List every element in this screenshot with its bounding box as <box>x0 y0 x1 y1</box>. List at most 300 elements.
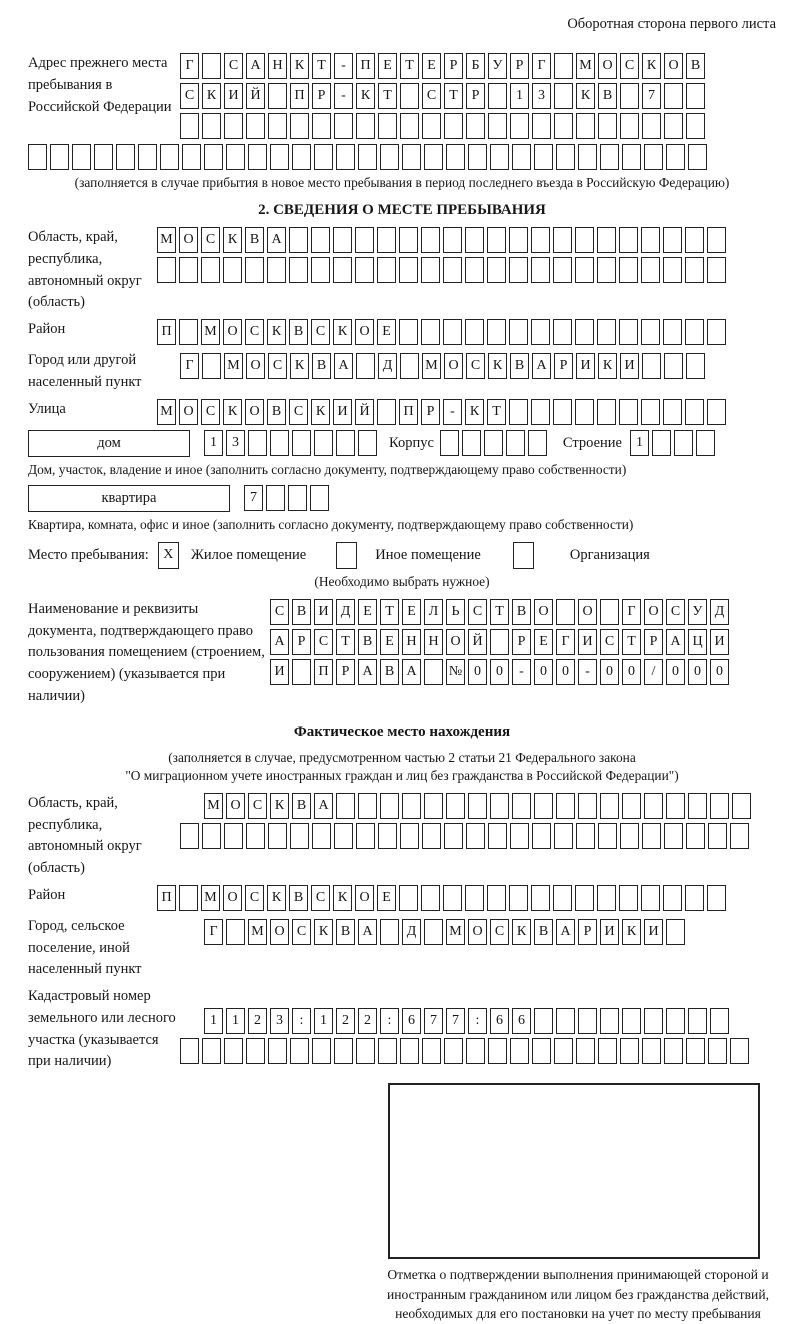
form-cell[interactable]: 0 <box>534 659 553 685</box>
form-cell[interactable] <box>399 227 418 253</box>
form-cell[interactable] <box>466 113 485 139</box>
form-cell[interactable] <box>597 319 616 345</box>
form-cell[interactable] <box>663 319 682 345</box>
form-cell[interactable]: М <box>201 319 220 345</box>
form-cell[interactable] <box>619 257 638 283</box>
form-cell[interactable]: - <box>334 53 353 79</box>
form-cell[interactable]: Р <box>512 629 531 655</box>
form-cell[interactable]: М <box>576 53 595 79</box>
form-cell[interactable] <box>620 113 639 139</box>
form-cell[interactable] <box>556 599 575 625</box>
form-cell[interactable]: О <box>644 599 663 625</box>
form-cell[interactable] <box>509 399 528 425</box>
form-cell[interactable]: К <box>333 885 352 911</box>
form-cell[interactable]: С <box>180 83 199 109</box>
form-cell[interactable] <box>554 113 573 139</box>
form-cell[interactable] <box>686 1038 705 1064</box>
form-cell[interactable] <box>641 227 660 253</box>
form-cell[interactable]: А <box>358 919 377 945</box>
form-cell[interactable] <box>182 144 201 170</box>
form-cell[interactable] <box>531 227 550 253</box>
form-cell[interactable] <box>465 257 484 283</box>
form-cell[interactable] <box>641 257 660 283</box>
form-cell[interactable] <box>421 257 440 283</box>
form-cell[interactable]: 1 <box>204 1008 223 1034</box>
form-cell[interactable]: Р <box>510 53 529 79</box>
form-cell[interactable] <box>356 1038 375 1064</box>
form-cell[interactable] <box>204 144 223 170</box>
form-cell[interactable]: Е <box>402 599 421 625</box>
form-cell[interactable] <box>512 793 531 819</box>
form-cell[interactable] <box>644 793 663 819</box>
form-cell[interactable]: А <box>314 793 333 819</box>
form-cell[interactable] <box>730 823 749 849</box>
form-cell[interactable] <box>597 399 616 425</box>
form-cell[interactable] <box>622 1008 641 1034</box>
form-cell[interactable] <box>553 227 572 253</box>
form-cell[interactable]: С <box>224 53 243 79</box>
form-cell[interactable]: И <box>578 629 597 655</box>
form-cell[interactable]: О <box>179 227 198 253</box>
form-cell[interactable]: В <box>534 919 553 945</box>
form-cell[interactable] <box>377 257 396 283</box>
form-cell[interactable]: С <box>490 919 509 945</box>
form-cell[interactable] <box>512 144 531 170</box>
form-cell[interactable] <box>248 144 267 170</box>
form-cell[interactable]: Р <box>554 353 573 379</box>
form-cell[interactable] <box>462 430 481 456</box>
form-cell[interactable]: О <box>578 599 597 625</box>
form-cell[interactable] <box>688 144 707 170</box>
form-cell[interactable]: В <box>312 353 331 379</box>
form-cell[interactable] <box>292 144 311 170</box>
form-cell[interactable] <box>664 113 683 139</box>
form-cell[interactable] <box>575 227 594 253</box>
form-cell[interactable] <box>622 144 641 170</box>
form-cell[interactable]: К <box>333 319 352 345</box>
form-cell[interactable] <box>333 257 352 283</box>
form-cell[interactable] <box>575 319 594 345</box>
form-cell[interactable]: - <box>443 399 462 425</box>
form-cell[interactable] <box>663 399 682 425</box>
form-cell[interactable] <box>312 823 331 849</box>
form-cell[interactable]: А <box>267 227 286 253</box>
form-cell[interactable] <box>707 257 726 283</box>
form-cell[interactable]: К <box>223 399 242 425</box>
form-cell[interactable]: С <box>600 629 619 655</box>
form-cell[interactable]: 1 <box>314 1008 333 1034</box>
form-cell[interactable] <box>270 430 289 456</box>
form-cell[interactable] <box>688 793 707 819</box>
form-cell[interactable] <box>424 144 443 170</box>
form-cell[interactable]: С <box>620 53 639 79</box>
form-cell[interactable]: Т <box>622 629 641 655</box>
form-cell[interactable] <box>663 885 682 911</box>
form-cell[interactable] <box>576 823 595 849</box>
form-cell[interactable] <box>334 113 353 139</box>
form-cell[interactable] <box>575 399 594 425</box>
form-cell[interactable] <box>674 430 693 456</box>
form-cell[interactable]: 3 <box>226 430 245 456</box>
form-cell[interactable] <box>487 227 506 253</box>
form-cell[interactable]: Т <box>487 399 506 425</box>
form-cell[interactable] <box>710 793 729 819</box>
form-cell[interactable]: О <box>598 53 617 79</box>
form-cell[interactable]: Е <box>422 53 441 79</box>
form-cell[interactable]: К <box>202 83 221 109</box>
form-cell[interactable] <box>619 399 638 425</box>
form-cell[interactable]: С <box>292 919 311 945</box>
form-cell[interactable]: К <box>290 353 309 379</box>
form-cell[interactable]: А <box>334 353 353 379</box>
form-cell[interactable]: Г <box>556 629 575 655</box>
form-cell[interactable] <box>378 113 397 139</box>
form-cell[interactable] <box>685 227 704 253</box>
form-cell[interactable]: В <box>292 793 311 819</box>
form-cell[interactable] <box>641 885 660 911</box>
form-cell[interactable]: С <box>466 353 485 379</box>
form-cell[interactable] <box>597 257 616 283</box>
form-cell[interactable] <box>664 1038 683 1064</box>
stay-type-checkbox-organization[interactable] <box>513 542 534 569</box>
form-cell[interactable] <box>422 823 441 849</box>
form-cell[interactable]: В <box>512 599 531 625</box>
form-cell[interactable] <box>443 227 462 253</box>
form-cell[interactable] <box>180 113 199 139</box>
form-cell[interactable] <box>138 144 157 170</box>
form-cell[interactable] <box>160 144 179 170</box>
form-cell[interactable] <box>421 319 440 345</box>
form-cell[interactable]: А <box>666 629 685 655</box>
form-cell[interactable]: А <box>358 659 377 685</box>
form-cell[interactable] <box>202 353 221 379</box>
form-cell[interactable] <box>688 1008 707 1034</box>
form-cell[interactable] <box>600 599 619 625</box>
form-cell[interactable] <box>201 257 220 283</box>
form-cell[interactable] <box>708 1038 727 1064</box>
form-cell[interactable] <box>443 885 462 911</box>
form-cell[interactable] <box>531 257 550 283</box>
form-cell[interactable] <box>488 823 507 849</box>
form-cell[interactable] <box>664 83 683 109</box>
form-cell[interactable] <box>399 257 418 283</box>
form-cell[interactable]: И <box>710 629 729 655</box>
form-cell[interactable] <box>268 823 287 849</box>
form-cell[interactable] <box>443 257 462 283</box>
form-cell[interactable] <box>619 885 638 911</box>
form-cell[interactable] <box>707 399 726 425</box>
form-cell[interactable] <box>314 144 333 170</box>
form-cell[interactable]: К <box>356 83 375 109</box>
form-cell[interactable] <box>358 430 377 456</box>
form-cell[interactable] <box>157 257 176 283</box>
form-cell[interactable] <box>310 485 329 511</box>
form-cell[interactable] <box>202 53 221 79</box>
form-cell[interactable]: С <box>245 319 264 345</box>
form-cell[interactable]: Г <box>532 53 551 79</box>
form-cell[interactable]: 1 <box>226 1008 245 1034</box>
form-cell[interactable] <box>377 227 396 253</box>
form-cell[interactable] <box>355 257 374 283</box>
form-cell[interactable] <box>246 823 265 849</box>
form-cell[interactable]: А <box>402 659 421 685</box>
form-cell[interactable]: 0 <box>622 659 641 685</box>
form-cell[interactable] <box>336 144 355 170</box>
form-cell[interactable] <box>444 1038 463 1064</box>
form-cell[interactable] <box>290 1038 309 1064</box>
form-cell[interactable]: К <box>314 919 333 945</box>
form-cell[interactable] <box>730 1038 749 1064</box>
form-cell[interactable] <box>600 793 619 819</box>
form-cell[interactable] <box>380 793 399 819</box>
form-cell[interactable]: П <box>290 83 309 109</box>
form-cell[interactable] <box>685 399 704 425</box>
form-cell[interactable] <box>528 430 547 456</box>
form-cell[interactable] <box>509 227 528 253</box>
house-box[interactable]: дом <box>28 430 190 457</box>
form-cell[interactable]: Д <box>402 919 421 945</box>
form-cell[interactable]: Г <box>180 353 199 379</box>
form-cell[interactable]: И <box>644 919 663 945</box>
form-cell[interactable] <box>224 1038 243 1064</box>
form-cell[interactable]: 6 <box>402 1008 421 1034</box>
form-cell[interactable] <box>356 823 375 849</box>
form-cell[interactable]: 3 <box>532 83 551 109</box>
form-cell[interactable]: Н <box>402 629 421 655</box>
form-cell[interactable] <box>490 793 509 819</box>
form-cell[interactable]: К <box>267 319 286 345</box>
form-cell[interactable] <box>532 1038 551 1064</box>
form-cell[interactable] <box>509 319 528 345</box>
form-cell[interactable] <box>380 144 399 170</box>
form-cell[interactable] <box>336 793 355 819</box>
form-cell[interactable]: Й <box>246 83 265 109</box>
form-cell[interactable] <box>553 399 572 425</box>
form-cell[interactable]: Г <box>180 53 199 79</box>
form-cell[interactable] <box>642 353 661 379</box>
form-cell[interactable] <box>465 885 484 911</box>
form-cell[interactable]: В <box>245 227 264 253</box>
form-cell[interactable]: П <box>399 399 418 425</box>
form-cell[interactable]: А <box>246 53 265 79</box>
form-cell[interactable]: М <box>204 793 223 819</box>
form-cell[interactable] <box>179 319 198 345</box>
form-cell[interactable]: В <box>598 83 617 109</box>
form-cell[interactable]: К <box>267 885 286 911</box>
form-cell[interactable]: Е <box>358 599 377 625</box>
form-cell[interactable] <box>226 144 245 170</box>
form-cell[interactable] <box>553 257 572 283</box>
form-cell[interactable]: В <box>292 599 311 625</box>
form-cell[interactable]: № <box>446 659 465 685</box>
form-cell[interactable] <box>509 257 528 283</box>
form-cell[interactable]: С <box>248 793 267 819</box>
form-cell[interactable] <box>484 430 503 456</box>
form-cell[interactable]: М <box>248 919 267 945</box>
form-cell[interactable]: Т <box>312 53 331 79</box>
form-cell[interactable] <box>488 1038 507 1064</box>
form-cell[interactable] <box>531 319 550 345</box>
form-cell[interactable]: С <box>289 399 308 425</box>
form-cell[interactable] <box>534 793 553 819</box>
form-cell[interactable]: И <box>224 83 243 109</box>
form-cell[interactable]: 7 <box>642 83 661 109</box>
form-cell[interactable]: Т <box>444 83 463 109</box>
form-cell[interactable] <box>644 144 663 170</box>
form-cell[interactable] <box>641 319 660 345</box>
form-cell[interactable]: 7 <box>244 485 263 511</box>
form-cell[interactable] <box>466 1038 485 1064</box>
form-cell[interactable] <box>377 399 396 425</box>
form-cell[interactable] <box>226 919 245 945</box>
form-cell[interactable]: П <box>356 53 375 79</box>
form-cell[interactable] <box>708 823 727 849</box>
form-cell[interactable] <box>180 823 199 849</box>
confirmation-stamp-box[interactable] <box>388 1083 760 1259</box>
form-cell[interactable]: В <box>358 629 377 655</box>
form-cell[interactable]: Д <box>378 353 397 379</box>
form-cell[interactable]: Д <box>336 599 355 625</box>
form-cell[interactable] <box>553 319 572 345</box>
form-cell[interactable]: : <box>380 1008 399 1034</box>
apartment-box[interactable]: квартира <box>28 485 230 512</box>
form-cell[interactable] <box>246 1038 265 1064</box>
form-cell[interactable] <box>666 793 685 819</box>
form-cell[interactable] <box>666 919 685 945</box>
form-cell[interactable] <box>356 353 375 379</box>
form-cell[interactable]: О <box>355 885 374 911</box>
form-cell[interactable]: У <box>488 53 507 79</box>
form-cell[interactable]: В <box>267 399 286 425</box>
form-cell[interactable] <box>597 885 616 911</box>
form-cell[interactable] <box>245 257 264 283</box>
form-cell[interactable] <box>290 113 309 139</box>
form-cell[interactable] <box>400 113 419 139</box>
form-cell[interactable]: М <box>224 353 243 379</box>
form-cell[interactable]: С <box>311 319 330 345</box>
form-cell[interactable]: В <box>686 53 705 79</box>
form-cell[interactable]: О <box>355 319 374 345</box>
form-cell[interactable]: 0 <box>666 659 685 685</box>
form-cell[interactable] <box>440 430 459 456</box>
form-cell[interactable] <box>663 227 682 253</box>
form-cell[interactable]: О <box>270 919 289 945</box>
form-cell[interactable]: 2 <box>248 1008 267 1034</box>
form-cell[interactable] <box>732 793 751 819</box>
form-cell[interactable] <box>598 113 617 139</box>
form-cell[interactable] <box>622 793 641 819</box>
form-cell[interactable] <box>556 1008 575 1034</box>
form-cell[interactable] <box>685 885 704 911</box>
form-cell[interactable] <box>421 885 440 911</box>
form-cell[interactable] <box>424 793 443 819</box>
form-cell[interactable] <box>356 113 375 139</box>
form-cell[interactable] <box>619 227 638 253</box>
form-cell[interactable]: М <box>157 399 176 425</box>
form-cell[interactable] <box>202 823 221 849</box>
form-cell[interactable] <box>506 430 525 456</box>
form-cell[interactable]: В <box>380 659 399 685</box>
form-cell[interactable] <box>600 144 619 170</box>
form-cell[interactable] <box>446 144 465 170</box>
form-cell[interactable]: Р <box>421 399 440 425</box>
form-cell[interactable] <box>554 823 573 849</box>
form-cell[interactable]: Т <box>336 629 355 655</box>
form-cell[interactable] <box>666 144 685 170</box>
form-cell[interactable] <box>532 823 551 849</box>
form-cell[interactable] <box>399 319 418 345</box>
form-cell[interactable] <box>510 113 529 139</box>
form-cell[interactable]: С <box>245 885 264 911</box>
form-cell[interactable] <box>620 823 639 849</box>
form-cell[interactable]: И <box>620 353 639 379</box>
form-cell[interactable]: С <box>666 599 685 625</box>
form-cell[interactable]: И <box>576 353 595 379</box>
form-cell[interactable]: 7 <box>446 1008 465 1034</box>
form-cell[interactable]: С <box>201 399 220 425</box>
stay-type-checkbox-residential[interactable]: X <box>158 542 179 569</box>
form-cell[interactable] <box>422 1038 441 1064</box>
stay-type-checkbox-other-premises[interactable] <box>336 542 357 569</box>
form-cell[interactable] <box>696 430 715 456</box>
form-cell[interactable] <box>620 1038 639 1064</box>
form-cell[interactable] <box>28 144 47 170</box>
form-cell[interactable] <box>421 227 440 253</box>
form-cell[interactable]: Т <box>380 599 399 625</box>
form-cell[interactable]: 2 <box>336 1008 355 1034</box>
form-cell[interactable] <box>575 257 594 283</box>
form-cell[interactable] <box>598 1038 617 1064</box>
form-cell[interactable] <box>487 885 506 911</box>
form-cell[interactable] <box>576 1038 595 1064</box>
form-cell[interactable] <box>510 823 529 849</box>
form-cell[interactable]: М <box>201 885 220 911</box>
form-cell[interactable]: Й <box>468 629 487 655</box>
form-cell[interactable]: И <box>333 399 352 425</box>
form-cell[interactable] <box>336 430 355 456</box>
form-cell[interactable]: 3 <box>270 1008 289 1034</box>
form-cell[interactable] <box>534 144 553 170</box>
form-cell[interactable] <box>534 1008 553 1034</box>
form-cell[interactable] <box>94 144 113 170</box>
form-cell[interactable]: О <box>246 353 265 379</box>
form-cell[interactable]: 1 <box>510 83 529 109</box>
form-cell[interactable] <box>619 319 638 345</box>
form-cell[interactable] <box>578 793 597 819</box>
form-cell[interactable]: Г <box>204 919 223 945</box>
form-cell[interactable] <box>707 319 726 345</box>
form-cell[interactable] <box>224 823 243 849</box>
form-cell[interactable]: 2 <box>358 1008 377 1034</box>
form-cell[interactable] <box>554 53 573 79</box>
form-cell[interactable] <box>686 113 705 139</box>
form-cell[interactable] <box>311 227 330 253</box>
form-cell[interactable]: - <box>512 659 531 685</box>
form-cell[interactable] <box>556 144 575 170</box>
form-cell[interactable] <box>465 227 484 253</box>
form-cell[interactable]: 0 <box>490 659 509 685</box>
form-cell[interactable]: И <box>314 599 333 625</box>
form-cell[interactable] <box>312 1038 331 1064</box>
form-cell[interactable] <box>202 1038 221 1064</box>
form-cell[interactable] <box>355 227 374 253</box>
form-cell[interactable] <box>314 430 333 456</box>
form-cell[interactable] <box>334 823 353 849</box>
form-cell[interactable] <box>444 113 463 139</box>
form-cell[interactable]: Г <box>622 599 641 625</box>
form-cell[interactable] <box>179 257 198 283</box>
form-cell[interactable] <box>72 144 91 170</box>
